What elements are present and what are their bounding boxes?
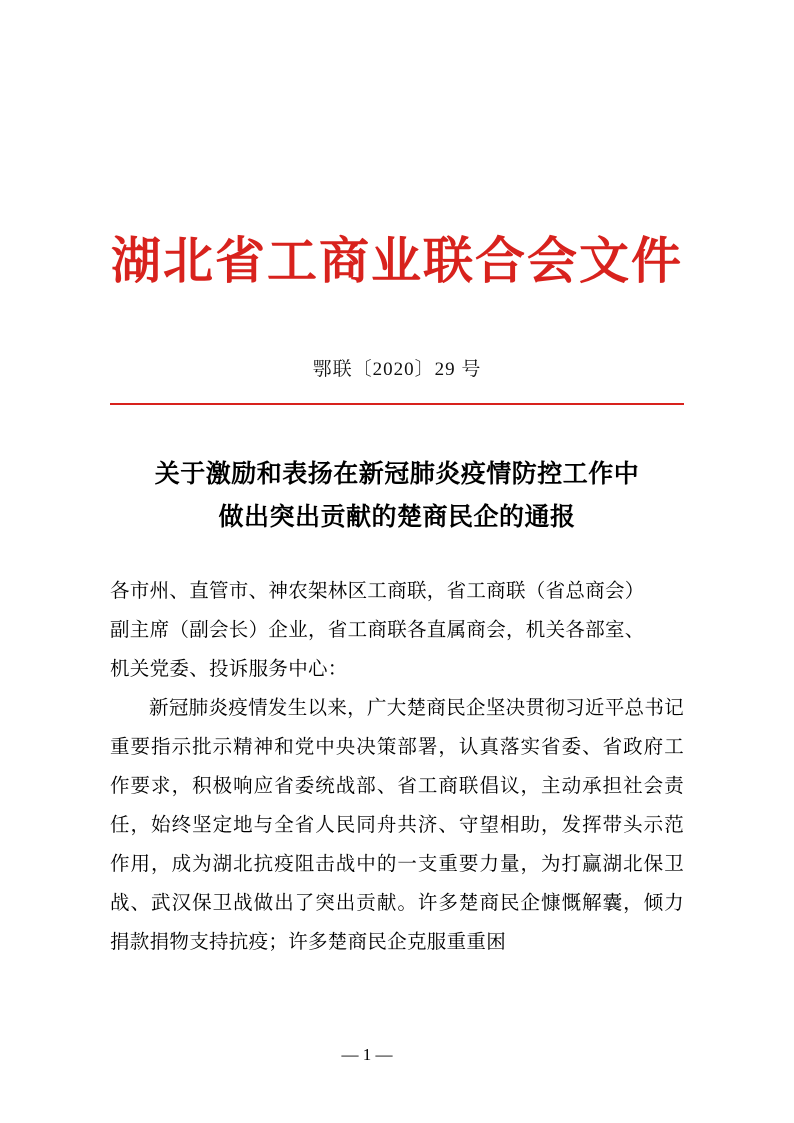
document-title-line-1: 关于激励和表扬在新冠肺炎疫情防控工作中 [154, 460, 640, 488]
masthead [110, 232, 684, 290]
salutation-line-3: 机关党委、投诉服务中心： [110, 659, 348, 680]
page-number: — 1 — [341, 1045, 393, 1064]
body-paragraph-1: 新冠肺炎疫情发生以来，广大楚商民企坚决贯彻习近平总书记重要指示批示精神和党中央决策部署，认真落实省委、省政府工作要求，积极响应省委统战部、省工商联倡议，主动承担社会责任，始终坚定地与全省人民同舟共济、守望相助，发挥带头示范作用，成为湖北抗疫阻击战中的一支重要力量，为打赢湖北保卫战、武汉保卫战做出了突出贡献。许多楚商民企慷慨解囊，倾力捐款捐物支持抗疫；许多楚商民企克服重重困 [110, 698, 684, 953]
red-divider-rule [110, 403, 684, 405]
document-title [110, 453, 684, 541]
document-title-line-2: 做出突出贡献的楚商民企的通报 [218, 504, 576, 532]
masthead-title: 湖北省工商业联合会文件 [111, 231, 683, 290]
salutation-line-1: 各市州、直管市、神农架林区工商联，省工商联（省总商会） [110, 581, 645, 602]
document-body [110, 572, 684, 962]
document-number: 鄂联〔2020〕29 号 [312, 358, 482, 380]
salutation-line-2: 副主席（副会长）企业，省工商联各直属商会，机关各部室、 [110, 620, 645, 641]
